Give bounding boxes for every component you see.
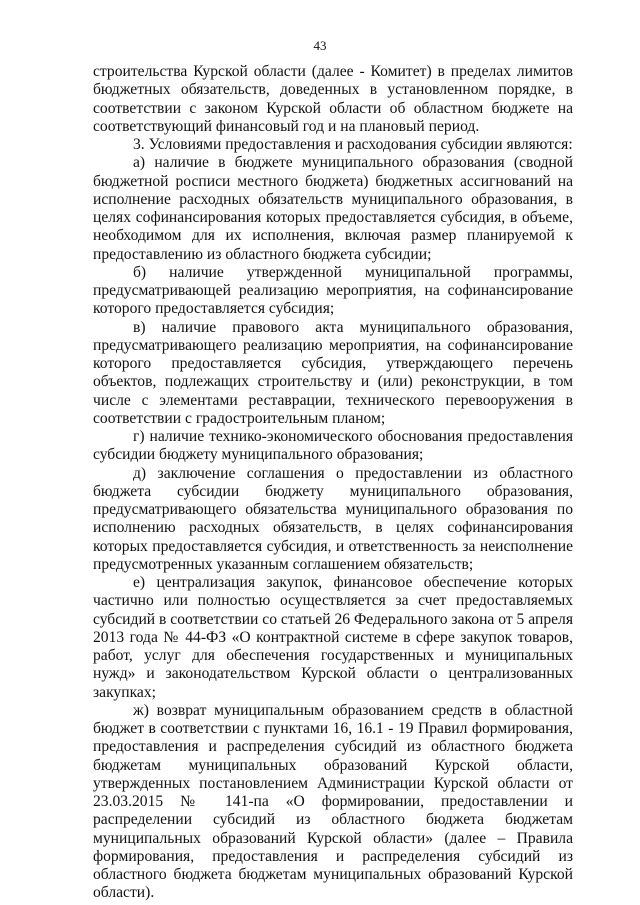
paragraph-condition-e: е) централизация закупок, финансовое обеспечение которых частично или полностью осуществляется за счет предоставляемых субсидий в соответствии со статьей 26 Федерального закона от 5 апреля 2013 года № 44-ФЗ «О контрактной системе в сфере закупок товаров, работ, услуг для обеспечения государственных и муниципальных нужд» и законодательством Курской области о централизованных закупках; <box>93 574 573 701</box>
paragraph-condition-b: б) наличие утвержденной муниципальной программы, предусматривающей реализацию мероприятия, на софинансирование которого предоставляется субсидия; <box>93 263 573 318</box>
paragraph-intro-continuation: строительства Курской области (далее - Комитет) в пределах лимитов бюджетных обязательств, доведенных в установленном порядке, в соответствии с законом Курской области об областном бюджете на соответствующий финансовый год и на плановый период. <box>93 63 573 135</box>
document-body <box>93 63 573 903</box>
paragraph-condition-a: а) наличие в бюджете муниципального образования (сводной бюджетной росписи местного бюджета) бюджетных ассигнований на исполнение расходных обязательств муниципального образования, в целях софинансирования которых предоставляется субсидия, в объеме, необходимом для их исполнения, включая размер планируемой к предоставлению из областного бюджета субсидии; <box>93 154 573 263</box>
paragraph-item-3-heading: 3. Условиями предоставления и расходования субсидии являются: <box>133 136 573 153</box>
paragraph-condition-g: г) наличие технико-экономического обоснования предоставления субсидии бюджету муниципального образования; <box>93 428 573 464</box>
page-number: 43 <box>313 38 327 53</box>
paragraph-condition-d: д) заключение соглашения о предоставлении из областного бюджета субсидии бюджету муниципального образования, предусматривающего обязательства муниципального образования по исполнению расходных обязательств, в целях софинансирования которых предоставляется субсидия, и ответственность за неисполнение предусмотренных указанным соглашением обязательств; <box>93 464 573 573</box>
paragraph-condition-zh: ж) возврат муниципальным образованием средств в областной бюджет в соответствии с пунктами 16, 16.1 - 19 Правил формирования, предоставления и распределения субсидий из областного бюджета бюджетам муниципальных образований Курской области, утвержденных постановлением Администрации Курской области от 23.03.2015 № 141-па «О формировании, предоставлении и распределении субсидий из областного бюджета бюджетам муниципальных образований Курской области» (далее – Правила формирования, предоставления и распределения субсидий из областного бюджета бюджетам муниципальных образований Курской области). <box>93 701 573 902</box>
paragraph-condition-v: в) наличие правового акта муниципального образования, предусматривающего реализацию мероприятия, на софинансирование которого предоставляется субсидия, утверждающего перечень объектов, подлежащих строительству и (или) реконструкции, в том числе с элементами реставрации, технического перевооружения в соответствии с градостроительным планом; <box>93 318 573 427</box>
